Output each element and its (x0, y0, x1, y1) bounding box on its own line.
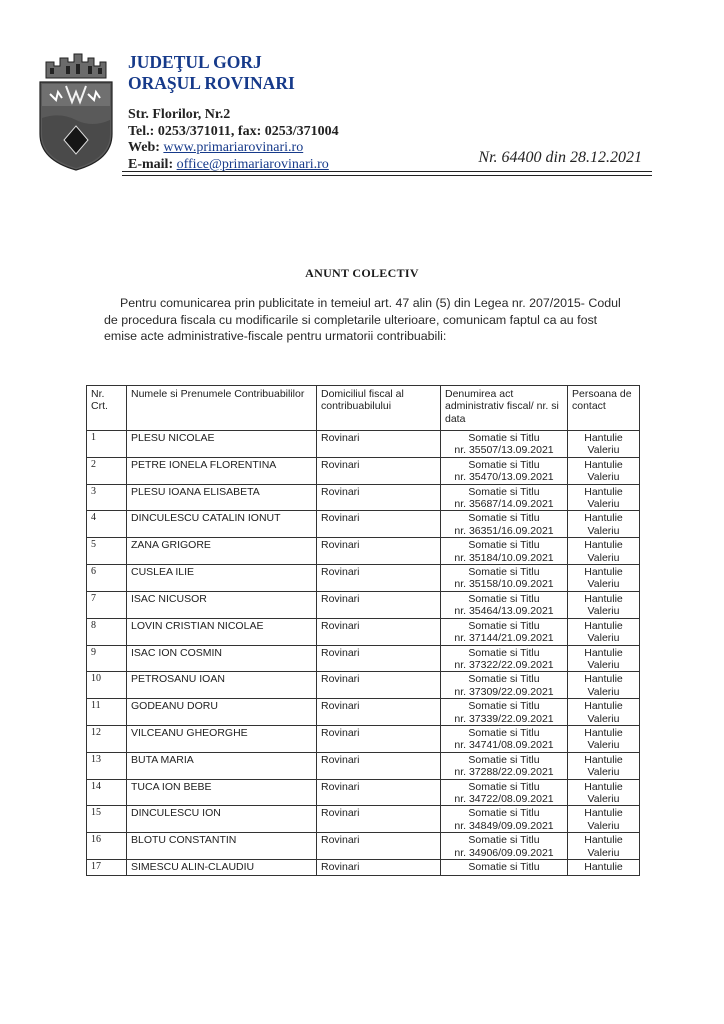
cell-act (441, 538, 568, 565)
cell-act (441, 484, 568, 511)
cell-name (127, 618, 317, 645)
cell-nr-text: 5 (91, 539, 96, 551)
email-link[interactable]: office@primariarovinari.ro (176, 156, 329, 172)
cell-contact-text: Valeriu (587, 471, 620, 484)
cell-act-text: nr. 37339/22.09.2021 (454, 712, 554, 725)
cell-act-text: nr. 35470/13.09.2021 (454, 471, 554, 484)
cell-domicile-text: Rovinari (321, 753, 360, 766)
cell-act-text: Somatie si Titlu (468, 726, 540, 739)
web-line (128, 140, 339, 157)
cell-nr (87, 699, 127, 726)
cell-contact (568, 699, 640, 726)
cell-domicile (317, 645, 441, 672)
notice-title: ANUNT COLECTIV (305, 266, 419, 280)
cell-name (127, 538, 317, 565)
cell-act-text: nr. 34741/08.09.2021 (454, 739, 554, 752)
cell-act-text: Somatie si Titlu (468, 458, 540, 471)
cell-nr (87, 860, 127, 876)
cell-name-text: CUSLEA ILIE (131, 566, 195, 579)
cell-act-text: Somatie si Titlu (468, 485, 540, 498)
cell-contact (568, 591, 640, 618)
cell-name-text: LOVIN CRISTIAN NICOLAE (131, 619, 264, 632)
table-row (87, 431, 640, 458)
cell-domicile (317, 860, 441, 876)
cell-act-text: nr. 36351/16.09.2021 (454, 524, 554, 537)
cell-contact-text: Valeriu (587, 444, 620, 457)
cell-name (127, 860, 317, 876)
cell-act-text: Somatie si Titlu (468, 432, 540, 444)
letterhead (128, 52, 339, 173)
cell-contact-text: Hantulie (584, 834, 623, 847)
cell-act-text: Somatie si Titlu (468, 780, 540, 793)
coat-of-arms-icon (36, 48, 116, 174)
cell-contact-text: Hantulie (584, 780, 623, 793)
cell-name (127, 484, 317, 511)
cell-name-text: ISAC NICUSOR (131, 592, 207, 605)
cell-contact (568, 618, 640, 645)
cell-act-text: nr. 35184/10.09.2021 (454, 551, 554, 564)
table-row (87, 860, 640, 876)
cell-act (441, 833, 568, 860)
cell-nr-text: 16 (91, 834, 101, 846)
cell-name-text: ZANA GRIGORE (131, 539, 211, 552)
cell-contact-text: Hantulie (584, 646, 623, 659)
cell-name-text: VILCEANU GHEORGHE (131, 726, 248, 739)
cell-contact-text: Valeriu (587, 632, 620, 645)
cell-name (127, 591, 317, 618)
cell-domicile (317, 833, 441, 860)
cell-name-text: ISAC ION COSMIN (131, 646, 223, 659)
cell-act-text: Somatie si Titlu (468, 700, 540, 713)
email-label: E-mail: (128, 156, 174, 172)
cell-contact (568, 860, 640, 876)
cell-contact-text: Valeriu (587, 524, 620, 537)
phone-fax: Tel.: 0253/371011, fax: 0253/371004 (128, 123, 339, 139)
cell-act-text: nr. 35464/13.09.2021 (454, 605, 554, 618)
cell-name (127, 672, 317, 699)
cell-name-text: PLESU IOANA ELISABETA (131, 485, 260, 498)
cell-domicile-text: Rovinari (321, 432, 360, 444)
cell-nr-text: 8 (91, 619, 96, 631)
cell-domicile-text: Rovinari (321, 619, 360, 632)
cell-contact (568, 457, 640, 484)
cell-nr-text: 3 (91, 485, 96, 497)
cell-contact-text: Hantulie (584, 458, 623, 471)
table-row (87, 752, 640, 779)
header-divider-thin (122, 175, 652, 176)
cell-name-text: PETRE IONELA FLORENTINA (131, 458, 277, 471)
cell-name (127, 457, 317, 484)
cell-act-text: Somatie si Titlu (468, 673, 540, 686)
web-link[interactable]: www.primariarovinari.ro (163, 140, 304, 155)
cell-name-text: PLESU NICOLAE (131, 432, 215, 444)
cell-domicile-text: Rovinari (321, 807, 360, 820)
cell-act (441, 618, 568, 645)
cell-domicile-text: Rovinari (321, 458, 360, 471)
cell-act-text: nr. 35158/10.09.2021 (454, 578, 554, 591)
cell-domicile (317, 779, 441, 806)
cell-name-text: DINCULESCU CATALIN IONUT (131, 512, 281, 525)
cell-domicile (317, 511, 441, 538)
table-row (87, 511, 640, 538)
cell-nr (87, 672, 127, 699)
cell-nr-text: 17 (91, 861, 101, 872)
cell-domicile (317, 431, 441, 458)
cell-name-text: GODEANU DORU (131, 700, 218, 713)
cell-act-text: nr. 34849/09.09.2021 (454, 819, 554, 832)
registration-number: Nr. 64400 din 28.12.2021 (478, 149, 642, 166)
cell-domicile (317, 699, 441, 726)
cell-act-text: nr. 34906/09.09.2021 (454, 846, 554, 859)
cell-act (441, 725, 568, 752)
cell-name-text: TUCA ION BEBE (131, 780, 212, 793)
cell-name-text: DINCULESCU ION (131, 807, 221, 820)
cell-act-text: Somatie si Titlu (468, 646, 540, 659)
table-row (87, 591, 640, 618)
cell-contact-text: Valeriu (587, 819, 620, 832)
cell-act (441, 806, 568, 833)
cell-nr-text: 1 (91, 432, 96, 443)
cell-name (127, 511, 317, 538)
cell-act (441, 672, 568, 699)
cell-name (127, 806, 317, 833)
cell-contact-text: Valeriu (587, 739, 620, 752)
cell-act (441, 752, 568, 779)
cell-contact (568, 511, 640, 538)
cell-act (441, 511, 568, 538)
cell-act-text: nr. 37322/22.09.2021 (454, 658, 554, 671)
cell-contact-text: Valeriu (587, 578, 620, 591)
cell-domicile-text: Rovinari (321, 646, 360, 659)
cell-name (127, 833, 317, 860)
cell-domicile (317, 806, 441, 833)
cell-contact-text: Hantulie (584, 673, 623, 686)
cell-nr (87, 752, 127, 779)
cell-act-text: nr. 37309/22.09.2021 (454, 685, 554, 698)
cell-nr (87, 565, 127, 592)
cell-act-text: Somatie si Titlu (468, 861, 540, 873)
cell-domicile-text: Rovinari (321, 512, 360, 525)
cell-nr-text: 9 (91, 646, 96, 658)
cell-name (127, 779, 317, 806)
cell-name (127, 645, 317, 672)
cell-nr-text: 10 (91, 673, 101, 685)
cell-nr-text: 11 (91, 700, 101, 712)
cell-domicile (317, 752, 441, 779)
cell-act-text: Somatie si Titlu (468, 566, 540, 579)
cell-domicile-text: Rovinari (321, 700, 360, 713)
table-row (87, 833, 640, 860)
cell-domicile (317, 538, 441, 565)
table-row (87, 725, 640, 752)
cell-contact-text: Valeriu (587, 498, 620, 511)
header-contact: Persoana de contact (568, 386, 640, 431)
cell-contact-text: Hantulie (584, 753, 623, 766)
taxpayer-table (86, 385, 640, 876)
cell-nr (87, 538, 127, 565)
cell-name-text: PETROSANU IOAN (131, 673, 225, 686)
cell-nr-text: 12 (91, 726, 101, 738)
cell-domicile-text: Rovinari (321, 539, 360, 552)
header-domicile: Domiciliul fiscal al contribuabilului (317, 386, 441, 431)
cell-nr (87, 806, 127, 833)
cell-nr (87, 457, 127, 484)
cell-nr (87, 833, 127, 860)
cell-contact (568, 779, 640, 806)
cell-contact-text: Hantulie (584, 512, 623, 525)
cell-nr-text: 13 (91, 753, 101, 765)
cell-domicile (317, 457, 441, 484)
cell-domicile (317, 725, 441, 752)
cell-name-text: BUTA MARIA (131, 753, 194, 766)
table-row (87, 779, 640, 806)
cell-contact-text: Valeriu (587, 766, 620, 779)
cell-name (127, 565, 317, 592)
cell-act-text: Somatie si Titlu (468, 834, 540, 847)
cell-nr-text: 14 (91, 780, 101, 792)
cell-nr-text: 2 (91, 458, 96, 470)
county-name: JUDEŢUL GORJ (128, 52, 262, 72)
table-row (87, 457, 640, 484)
cell-contact (568, 538, 640, 565)
cell-contact (568, 806, 640, 833)
cell-contact-text: Valeriu (587, 712, 620, 725)
cell-domicile-text: Rovinari (321, 780, 360, 793)
cell-contact-text: Valeriu (587, 605, 620, 618)
cell-contact (568, 565, 640, 592)
cell-act-text: nr. 34722/08.09.2021 (454, 792, 554, 805)
web-label: Web: (128, 140, 160, 155)
cell-nr (87, 484, 127, 511)
cell-contact (568, 672, 640, 699)
cell-nr (87, 779, 127, 806)
cell-nr (87, 431, 127, 458)
address: Str. Florilor, Nr.2 (128, 107, 231, 122)
cell-nr-text: 4 (91, 512, 96, 524)
cell-contact-text: Valeriu (587, 792, 620, 805)
cell-domicile-text: Rovinari (321, 673, 360, 686)
cell-nr-text: 7 (91, 592, 96, 604)
cell-domicile (317, 565, 441, 592)
cell-nr (87, 591, 127, 618)
cell-act (441, 431, 568, 458)
cell-domicile-text: Rovinari (321, 485, 360, 498)
cell-nr-text: 6 (91, 566, 96, 578)
cell-contact (568, 752, 640, 779)
table-body (87, 431, 640, 876)
town-name: ORAŞUL ROVINARI (128, 73, 295, 93)
cell-act (441, 779, 568, 806)
cell-domicile (317, 672, 441, 699)
cell-domicile-text: Rovinari (321, 592, 360, 605)
cell-contact-text: Valeriu (587, 551, 620, 564)
cell-name-text: BLOTU CONSTANTIN (131, 834, 237, 847)
table-row (87, 484, 640, 511)
cell-name (127, 431, 317, 458)
cell-contact-text: Valeriu (587, 658, 620, 671)
cell-act-text: nr. 35507/13.09.2021 (454, 444, 554, 457)
cell-act-text: Somatie si Titlu (468, 619, 540, 632)
cell-contact-text: Hantulie (584, 566, 623, 579)
cell-contact-text: Hantulie (584, 861, 623, 873)
cell-domicile (317, 484, 441, 511)
cell-contact-text: Hantulie (584, 807, 623, 820)
table-row (87, 645, 640, 672)
cell-contact-text: Valeriu (587, 846, 620, 859)
table-row (87, 806, 640, 833)
cell-act-text: Somatie si Titlu (468, 512, 540, 525)
cell-contact (568, 833, 640, 860)
cell-contact-text: Hantulie (584, 432, 623, 444)
cell-act-text: Somatie si Titlu (468, 807, 540, 820)
cell-act (441, 591, 568, 618)
cell-domicile-text: Rovinari (321, 566, 360, 579)
cell-domicile-text: Rovinari (321, 861, 360, 873)
cell-nr-text: 15 (91, 807, 101, 819)
cell-contact-text: Hantulie (584, 592, 623, 605)
cell-act-text: Somatie si Titlu (468, 753, 540, 766)
cell-nr (87, 618, 127, 645)
cell-act (441, 860, 568, 876)
header-nr: Nr. Crt. (87, 386, 127, 431)
cell-act-text: nr. 37288/22.09.2021 (454, 766, 554, 779)
cell-domicile (317, 618, 441, 645)
table-header-row (87, 386, 640, 431)
cell-name (127, 725, 317, 752)
cell-contact-text: Valeriu (587, 685, 620, 698)
cell-contact-text: Hantulie (584, 700, 623, 713)
cell-contact-text: Hantulie (584, 485, 623, 498)
cell-domicile (317, 591, 441, 618)
header-name: Numele si Prenumele Contribuabililor (127, 386, 317, 431)
cell-nr (87, 645, 127, 672)
cell-name (127, 752, 317, 779)
cell-domicile-text: Rovinari (321, 726, 360, 739)
header-divider (122, 171, 652, 172)
table-row (87, 565, 640, 592)
cell-act-text: Somatie si Titlu (468, 592, 540, 605)
table-row (87, 699, 640, 726)
cell-act (441, 457, 568, 484)
cell-act-text: nr. 37144/21.09.2021 (454, 632, 554, 645)
cell-contact-text: Hantulie (584, 726, 623, 739)
cell-domicile-text: Rovinari (321, 834, 360, 847)
cell-contact (568, 725, 640, 752)
cell-nr (87, 725, 127, 752)
cell-contact (568, 484, 640, 511)
notice-intro: Pentru comunicarea prin publicitate in temeiul art. 47 alin (5) din Legea nr. 207/2015- Codul de procedura fiscala cu modificarile si completarile ulterioare, comunicam faptul ca au fost emise acte administrative-fiscale pentru urmatorii contribuabili: (104, 296, 621, 343)
table-row (87, 538, 640, 565)
cell-nr (87, 511, 127, 538)
cell-act (441, 565, 568, 592)
cell-contact (568, 645, 640, 672)
header-act: Denumirea act administrativ fiscal/ nr. si data (441, 386, 568, 431)
cell-act-text: nr. 35687/14.09.2021 (454, 498, 554, 511)
table-row (87, 672, 640, 699)
cell-act (441, 645, 568, 672)
cell-name (127, 699, 317, 726)
cell-contact-text: Hantulie (584, 539, 623, 552)
cell-name-text: SIMESCU ALIN-CLAUDIU (131, 861, 255, 873)
table-row (87, 618, 640, 645)
cell-act-text: Somatie si Titlu (468, 539, 540, 552)
cell-act (441, 699, 568, 726)
cell-contact-text: Hantulie (584, 619, 623, 632)
cell-contact (568, 431, 640, 458)
